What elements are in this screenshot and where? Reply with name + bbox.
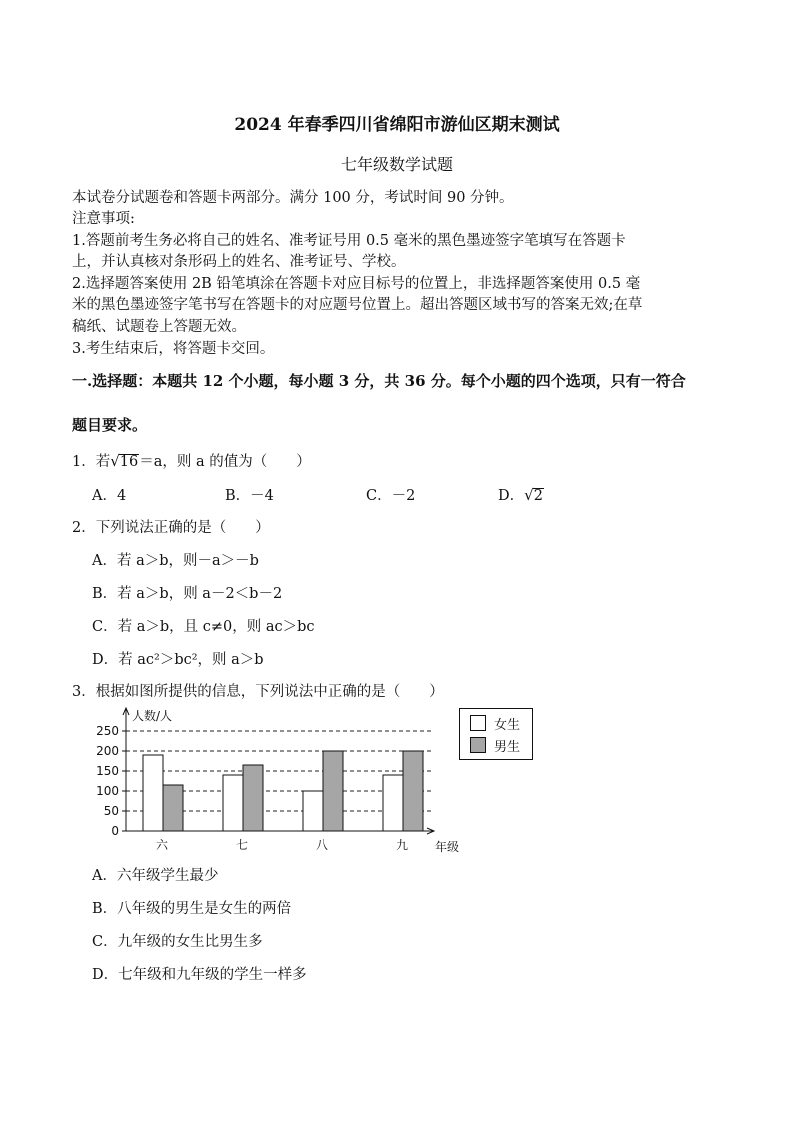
x-tick-label: 八 (315, 838, 329, 852)
q3-option-a: A．六年级学生最少 (92, 868, 219, 884)
note-2a: 2.选择题答案使用 2B 铅笔填涂在答题卡对应目标号的位置上，非选择题答案使用 0.5 毫 (72, 276, 641, 292)
q1-option-d-radicand: 2 (533, 488, 543, 504)
q1-option-a: A．4 (92, 488, 127, 504)
y-tick-label: 0 (111, 824, 119, 838)
x-tick-label: 七 (235, 838, 249, 852)
exam-subtitle: 七年级数学试题 (340, 155, 453, 174)
bar-female (223, 775, 243, 831)
legend-label-female: 女生 (494, 718, 521, 733)
legend-item-female (470, 714, 520, 733)
legend-label-male: 男生 (494, 740, 521, 755)
bar-female (303, 791, 323, 831)
y-tick-label: 50 (103, 804, 119, 818)
legend-item-male (470, 736, 520, 755)
question-1-stem (72, 450, 311, 471)
bar-male (163, 785, 183, 831)
q1-radicand: 16 (119, 454, 139, 470)
intro-line: 本试卷分试题卷和答题卡两部分。满分 100 分，考试时间 90 分钟。 (72, 190, 514, 206)
bar-female (383, 775, 403, 831)
exam-title: 2024 年春季四川省绵阳市游仙区期末测试 (234, 115, 560, 135)
y-tick-label: 150 (96, 764, 119, 778)
x-axis-label: 年级 (435, 840, 460, 854)
q3-option-b: B．八年级的男生是女生的两倍 (92, 901, 292, 917)
chart-legend (459, 708, 533, 760)
q2-option-a: A．若 a＞b，则－a＞－b (92, 553, 259, 569)
x-tick-label: 六 (155, 838, 169, 852)
sqrt-icon: √ (524, 486, 534, 504)
q1-suffix: ＝a，则 a 的值为（ ） (139, 454, 311, 470)
bar-chart (90, 705, 470, 855)
note-1a: 1.答题前考生务必将自己的姓名、准考证号用 0.5 毫米的黑色墨迹签字笔填写在答题卡 (72, 233, 626, 249)
notes-title: 注意事项: (72, 211, 135, 227)
q2-option-c: C．若 a＞b，且 c≠0，则 ac＞bc (92, 619, 315, 635)
q1-prefix: 1．若 (72, 454, 111, 470)
bar-female (143, 755, 163, 831)
question-2-stem: 2．下列说法正确的是（ ） (72, 520, 270, 536)
y-tick-label: 200 (96, 744, 119, 758)
y-tick-label: 100 (96, 784, 119, 798)
q1-option-c: C．－2 (366, 488, 416, 504)
q3-option-c: C．九年级的女生比男生多 (92, 934, 263, 950)
q1-option-d-label: D． (498, 488, 525, 504)
y-tick-label: 250 (96, 724, 119, 738)
legend-swatch-female (470, 715, 486, 731)
section-heading: 一.选择题：本题共 12 个小题，每小题 3 分，共 36 分。每个小题的四个选项，只有一符合 (72, 372, 686, 390)
q1-option-b: B．－4 (225, 488, 274, 504)
note-2c: 稿纸、试题卷上答题无效。 (72, 319, 246, 335)
note-1b: 上，并认真核对条形码上的姓名、准考证号、学校。 (72, 254, 406, 270)
legend-swatch-male (470, 737, 486, 753)
q2-option-d: D．若 ac²＞bc²，则 a＞b (92, 652, 264, 668)
bar-male (403, 751, 423, 831)
bar-male (243, 765, 263, 831)
section-heading-cont: 题目要求。 (72, 416, 148, 434)
y-axis-label: 人数/人 (132, 709, 173, 723)
note-2b: 米的黑色墨迹签字笔书写在答题卡的对应题号位置上。超出答题区域书写的答案无效;在草 (72, 297, 643, 313)
x-tick-label: 九 (395, 838, 409, 852)
q1-option-d (498, 484, 544, 505)
bar-male (323, 751, 343, 831)
sqrt-icon: √ (110, 452, 120, 470)
question-3-stem: 3．根据如图所提供的信息，下列说法中正确的是（ ） (72, 684, 444, 700)
note-3: 3.考生结束后，将答题卡交回。 (72, 341, 275, 357)
q2-option-b: B．若 a＞b，则 a－2＜b－2 (92, 586, 283, 602)
q3-option-d: D．七年级和九年级的学生一样多 (92, 967, 307, 983)
